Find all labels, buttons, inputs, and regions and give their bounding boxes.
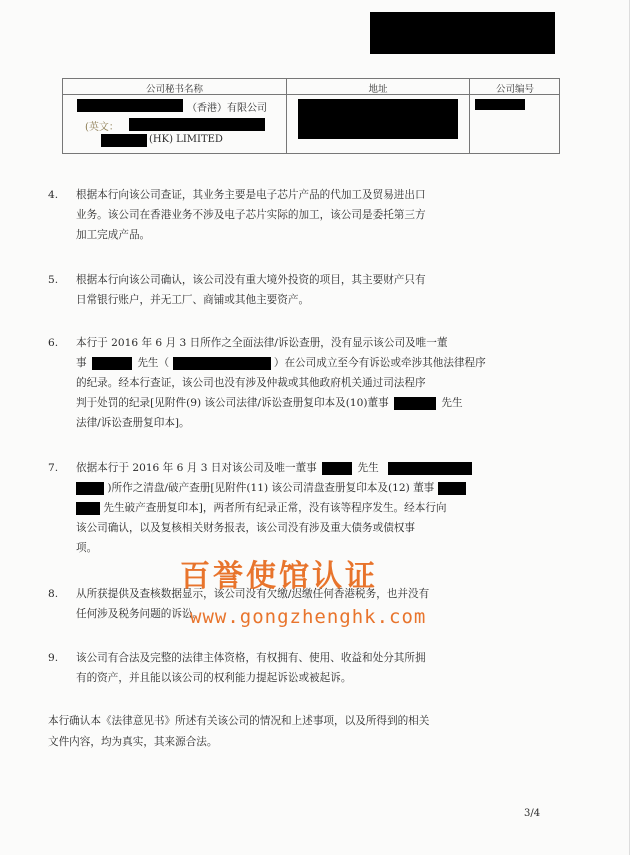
text-fragment: ）在公司成立至今有诉讼或牵涉其他法律程序 [273, 357, 486, 369]
header-address: 地址 [368, 84, 388, 95]
text-fragment: 先生破产查册复印本]，两者所有纪录正常，没有该等程序发生。经本行向 [103, 502, 447, 514]
text-line: 法律/诉讼查册复印本]。 [76, 417, 190, 429]
redaction-company-en-1 [129, 118, 265, 131]
redaction-director [322, 462, 352, 475]
company-cn-suffix: （香港）有限公司 [187, 103, 267, 114]
redaction-company-en-2 [101, 134, 147, 147]
text-line: 有的资产，并且能以该公司的权利能力提起诉讼或被起诉。 [76, 672, 352, 684]
company-en-suffix: (HK) LIMITED [149, 134, 223, 145]
text-fragment: 判于处罚的纪录[见附件(9) 该公司法律/诉讼查册复印本及(10)董事 [76, 397, 389, 409]
item-number: 8. [48, 588, 59, 600]
text-line: 该公司确认，以及复核相关财务报表，该公司没有涉及重大债务或债权事 [76, 522, 415, 534]
item-number: 6. [48, 337, 59, 349]
watermark-url: www.gongzhenghk.com [190, 606, 427, 628]
company-table [62, 78, 560, 154]
text-line: 本行于 2016 年 6 月 3 日所作之全面法律/诉讼查册，没有显示该公司及唯一董 [76, 337, 448, 349]
english-prefix: (英文： [85, 122, 119, 133]
text-line: 本行确认本《法律意见书》所述有关该公司的情况和上述事项，以及所得到的相关 [48, 715, 430, 727]
text-line: 该公司有合法及完整的法律主体资格，有权拥有、使用、收益和处分其所拥 [76, 652, 426, 664]
redaction-director [92, 357, 132, 370]
text-line: 日常银行账户，并无工厂、商铺或其他主要资产。 [76, 294, 310, 306]
redaction-address [298, 99, 458, 139]
page-number: 3/4 [524, 808, 541, 819]
header-company-number: 公司编号 [495, 84, 534, 95]
redaction-id [173, 357, 271, 370]
redaction-top [370, 12, 555, 54]
text-fragment: )所作之清盘/破产查册[见附件(11) 该公司清盘查册复印本及(12) 董事 [107, 482, 435, 494]
item-number: 7. [48, 462, 59, 474]
redaction-company-number [475, 99, 525, 110]
text-line: 根据本行向该公司查证，其业务主要是电子芯片产品的代加工及贸易进出口 [76, 189, 426, 201]
text-line: 项。 [76, 542, 98, 554]
item-number: 9. [48, 652, 59, 664]
header-secretary-name: 公司秘书名称 [145, 84, 203, 95]
text-line: 文件内容，均为真实，其来源合法。 [48, 736, 218, 748]
redaction-id [388, 462, 472, 475]
text-line: 任何涉及税务问题的诉讼。 [76, 608, 204, 620]
closing-statement [48, 711, 568, 753]
redaction-id [76, 482, 104, 495]
redaction-director [394, 397, 436, 410]
text-fragment: 依据本行于 2016 年 6 月 3 日对该公司及唯一董事 [76, 462, 317, 474]
redaction-director [76, 502, 100, 515]
redaction-director [438, 482, 466, 495]
text-line: 根据本行向该公司确认，该公司没有重大境外投资的项目，其主要财产只有 [76, 274, 426, 286]
text-line: 的纪录。经本行查证，该公司也没有涉及仲裁或其他政府机关通过司法程序 [76, 377, 426, 389]
item-number: 5. [48, 274, 59, 286]
text-fragment: 先生（ [137, 357, 170, 369]
text-line: 业务。该公司在香港业务不涉及电子芯片实际的加工，该公司是委托第三方 [76, 209, 426, 221]
text-line: 从所获提供及查核数据显示，该公司没有欠缴/迟缴任何香港税务，也并没有 [76, 588, 430, 600]
text-fragment: 先生 [441, 397, 463, 409]
item-number: 4. [48, 189, 59, 201]
text-fragment: 事 [76, 357, 87, 369]
text-fragment: 先生 [357, 462, 379, 474]
watermark-title: 百誉使馆认证 [180, 559, 378, 594]
text-line: 加工完成产品。 [76, 229, 151, 241]
redaction-company-cn [77, 99, 183, 112]
